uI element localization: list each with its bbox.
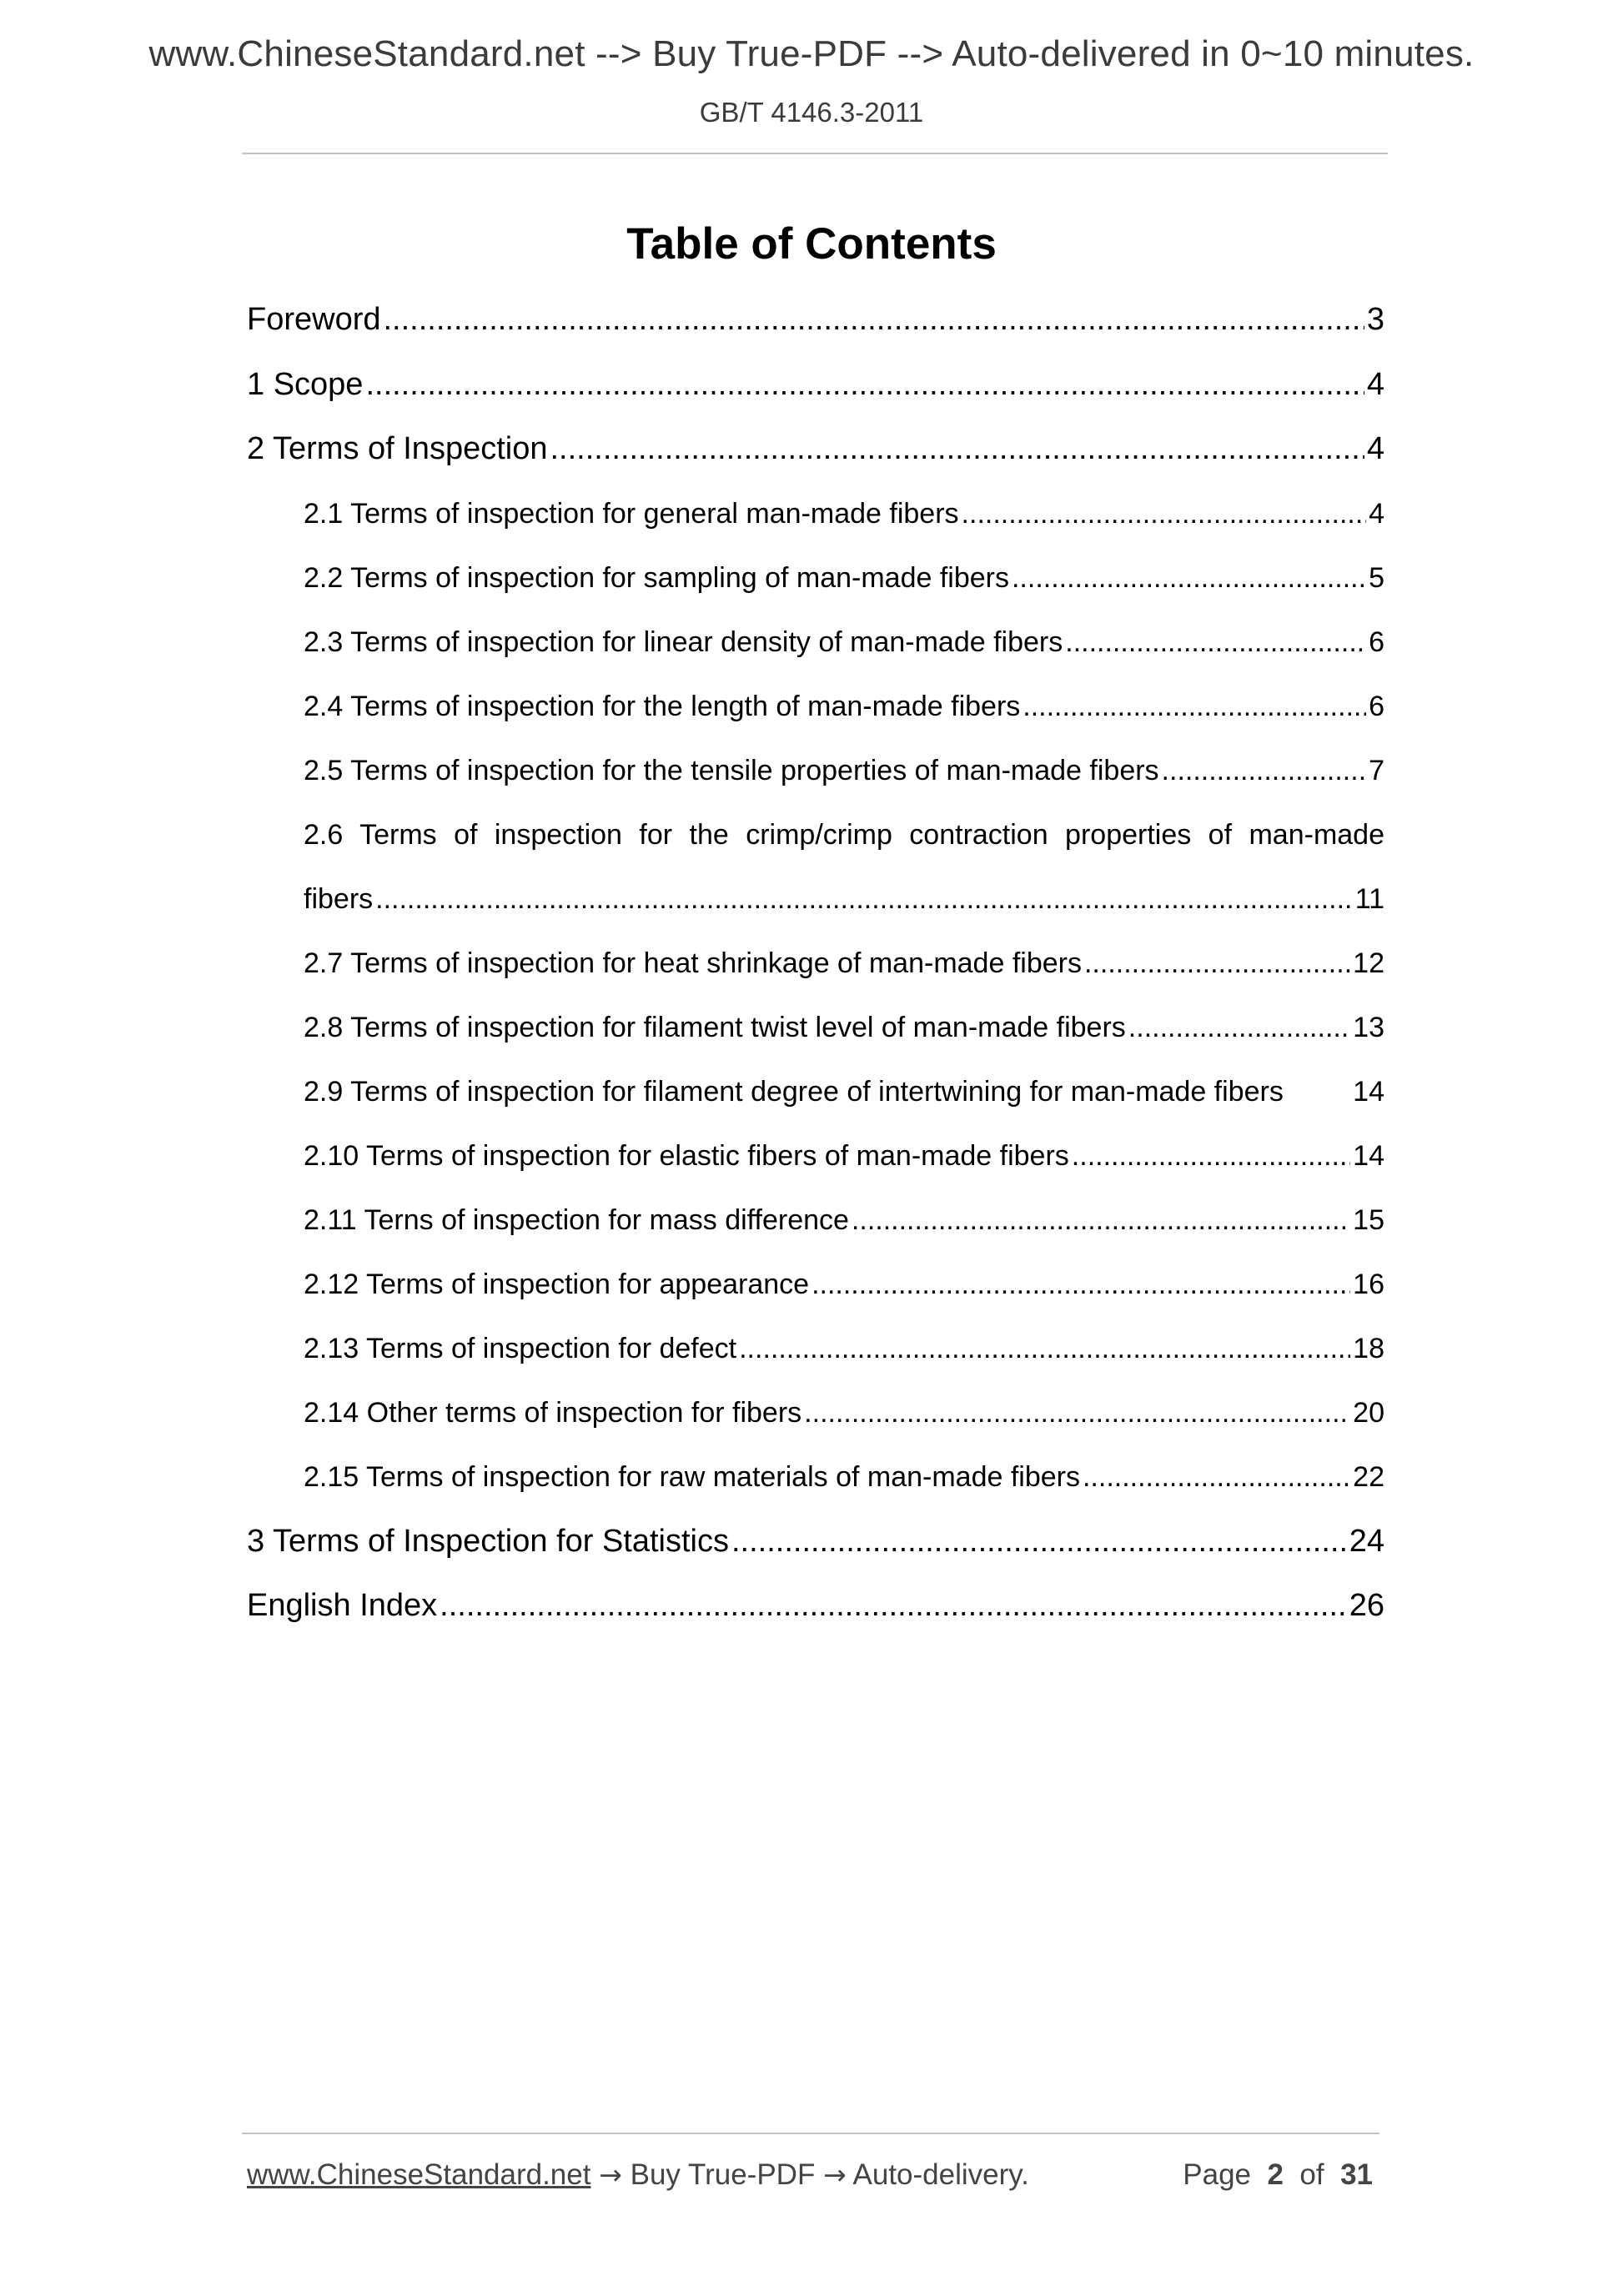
page-current: 2 bbox=[1267, 2158, 1284, 2191]
toc-entry-page: 5 bbox=[1369, 562, 1384, 594]
dot-leader bbox=[1065, 626, 1366, 659]
toc-entry-label: 2.2 Terms of inspection for sampling of man-made fibers bbox=[304, 562, 1009, 594]
toc-entry-label: 2.14 Other terms of inspection for fibers bbox=[304, 1397, 802, 1429]
dot-leader bbox=[1084, 947, 1350, 980]
toc-entry-2-6-line2[interactable] bbox=[304, 883, 1384, 916]
footer-promo bbox=[247, 2158, 1029, 2192]
toc-entry-english-index[interactable] bbox=[247, 1588, 1384, 1624]
toc-entry-page: 6 bbox=[1369, 691, 1384, 722]
toc-entry-label: Foreword bbox=[247, 302, 381, 337]
dot-leader bbox=[365, 367, 1364, 403]
of-word: of bbox=[1299, 2158, 1324, 2191]
toc-entry-label: 2.4 Terms of inspection for the length of man-made fibers bbox=[304, 691, 1021, 722]
toc-entry-page: 4 bbox=[1366, 431, 1384, 466]
dot-leader bbox=[375, 883, 1353, 916]
toc-entry-2-6-line1[interactable] bbox=[304, 819, 1384, 852]
toc-entry-2-5[interactable] bbox=[304, 755, 1384, 787]
toc-entry-label: English Index bbox=[247, 1588, 438, 1623]
arrow-right-icon: → bbox=[599, 2158, 622, 2191]
arrow-right-icon: → bbox=[823, 2158, 847, 2191]
toc-entry-label: 2.9 Terms of inspection for filament degree of intertwining for man-made fibers bbox=[304, 1076, 1284, 1108]
toc-entry-page: 22 bbox=[1353, 1461, 1384, 1493]
toc-entry-label: 3 Terms of Inspection for Statistics bbox=[247, 1524, 729, 1559]
dot-leader bbox=[1162, 755, 1367, 787]
toc-entry-2-9[interactable] bbox=[304, 1076, 1384, 1108]
toc-entry-label: 2.6 Terms of inspection for the crimp/crimp contraction properties of man-made bbox=[304, 819, 1384, 851]
dot-leader bbox=[962, 498, 1367, 530]
page-counter bbox=[1183, 2158, 1373, 2192]
toc-entry-page: 3 bbox=[1366, 302, 1384, 337]
toc-entry-label: 2.11 Terns of inspection for mass difference bbox=[304, 1204, 849, 1236]
toc-entry-label: 2.15 Terms of inspection for raw materials of man-made fibers bbox=[304, 1461, 1080, 1493]
toc-entry-label: 2.5 Terms of inspection for the tensile properties of man-made fibers bbox=[304, 755, 1159, 786]
toc-entry-page: 14 bbox=[1353, 1140, 1384, 1172]
toc-entry-page: 7 bbox=[1369, 755, 1384, 786]
toc-entry-label: 2.13 Terms of inspection for defect bbox=[304, 1333, 737, 1364]
header-banner: www.ChineseStandard.net --> Buy True-PDF --> Auto-delivered in 0~10 minutes. bbox=[148, 33, 1475, 74]
toc-entry-page: 16 bbox=[1353, 1269, 1384, 1300]
toc-entry-foreword[interactable] bbox=[247, 302, 1384, 338]
dot-leader bbox=[1128, 1012, 1350, 1044]
dot-leader bbox=[550, 431, 1364, 467]
toc-entry-page: 11 bbox=[1354, 883, 1384, 915]
toc-entry-page: 14 bbox=[1353, 1076, 1384, 1108]
toc-entry-2-1[interactable] bbox=[304, 498, 1384, 530]
standard-code: GB/T 4146.3-2011 bbox=[699, 97, 924, 128]
toc-entry-2-15[interactable] bbox=[304, 1461, 1384, 1494]
toc-entry-2-7[interactable] bbox=[304, 947, 1384, 980]
page-word: Page bbox=[1183, 2158, 1252, 2191]
toc-entry-label: 2.12 Terms of inspection for appearance bbox=[304, 1269, 810, 1300]
dot-leader bbox=[1083, 1461, 1350, 1494]
toc-entry-page: 4 bbox=[1366, 367, 1384, 402]
toc-entry-label: 2.8 Terms of inspection for filament twist level of man-made fibers bbox=[304, 1012, 1126, 1043]
toc-entry-label: 1 Scope bbox=[247, 367, 364, 402]
toc-entry-terms-of-inspection[interactable] bbox=[247, 431, 1384, 467]
footer-divider bbox=[242, 2133, 1379, 2134]
dot-leader bbox=[852, 1204, 1350, 1237]
toc-entry-page: 15 bbox=[1353, 1204, 1384, 1236]
dot-leader bbox=[1023, 691, 1366, 723]
header-divider bbox=[242, 153, 1388, 154]
toc-entry-2-14[interactable] bbox=[304, 1397, 1384, 1429]
toc-entry-page: 26 bbox=[1349, 1588, 1384, 1623]
dot-leader bbox=[384, 302, 1364, 338]
dot-leader bbox=[1072, 1140, 1350, 1173]
toc-entry-2-3[interactable] bbox=[304, 626, 1384, 659]
buy-text: Buy True-PDF bbox=[630, 2158, 816, 2191]
toc-entry-page: 6 bbox=[1369, 626, 1384, 658]
toc-entry-2-10[interactable] bbox=[304, 1140, 1384, 1173]
toc-entry-page: 4 bbox=[1369, 498, 1384, 530]
toc-entry-2-4[interactable] bbox=[304, 691, 1384, 723]
toc-entry-label: 2.3 Terms of inspection for linear density of man-made fibers bbox=[304, 626, 1063, 658]
toc-entry-label: 2.10 Terms of inspection for elastic fibers of man-made fibers bbox=[304, 1140, 1069, 1172]
dot-leader bbox=[812, 1269, 1350, 1301]
toc-entry-2-12[interactable] bbox=[304, 1269, 1384, 1301]
toc-entry-label: 2 Terms of Inspection bbox=[247, 431, 548, 466]
dot-leader bbox=[440, 1588, 1347, 1624]
dot-leader bbox=[804, 1397, 1350, 1429]
toc-entry-label: 2.7 Terms of inspection for heat shrinkage of man-made fibers bbox=[304, 947, 1082, 979]
toc-entry-page: 24 bbox=[1349, 1524, 1384, 1559]
toc-entry-2-13[interactable] bbox=[304, 1333, 1384, 1365]
toc-entry-label-continued: fibers bbox=[304, 883, 374, 915]
site-link[interactable]: www.ChineseStandard.net bbox=[247, 2158, 591, 2191]
toc-entry-page: 18 bbox=[1353, 1333, 1384, 1364]
toc-entry-scope[interactable] bbox=[247, 367, 1384, 403]
page-total: 31 bbox=[1340, 2158, 1373, 2191]
toc-entry-2-8[interactable] bbox=[304, 1012, 1384, 1044]
dot-leader bbox=[1012, 562, 1366, 595]
toc-entry-label: 2.1 Terms of inspection for general man-made fibers bbox=[304, 498, 959, 530]
toc-entry-2-2[interactable] bbox=[304, 562, 1384, 595]
dot-leader bbox=[731, 1524, 1347, 1560]
delivery-text: Auto-delivery. bbox=[852, 2158, 1029, 2191]
toc-entry-page: 12 bbox=[1353, 947, 1384, 979]
dot-leader bbox=[739, 1333, 1350, 1365]
toc-entry-statistics[interactable] bbox=[247, 1524, 1384, 1560]
toc-title: Table of Contents bbox=[626, 219, 997, 269]
toc-entry-page: 20 bbox=[1353, 1397, 1384, 1429]
toc-entry-page: 13 bbox=[1353, 1012, 1384, 1043]
toc-entry-2-11[interactable] bbox=[304, 1204, 1384, 1237]
